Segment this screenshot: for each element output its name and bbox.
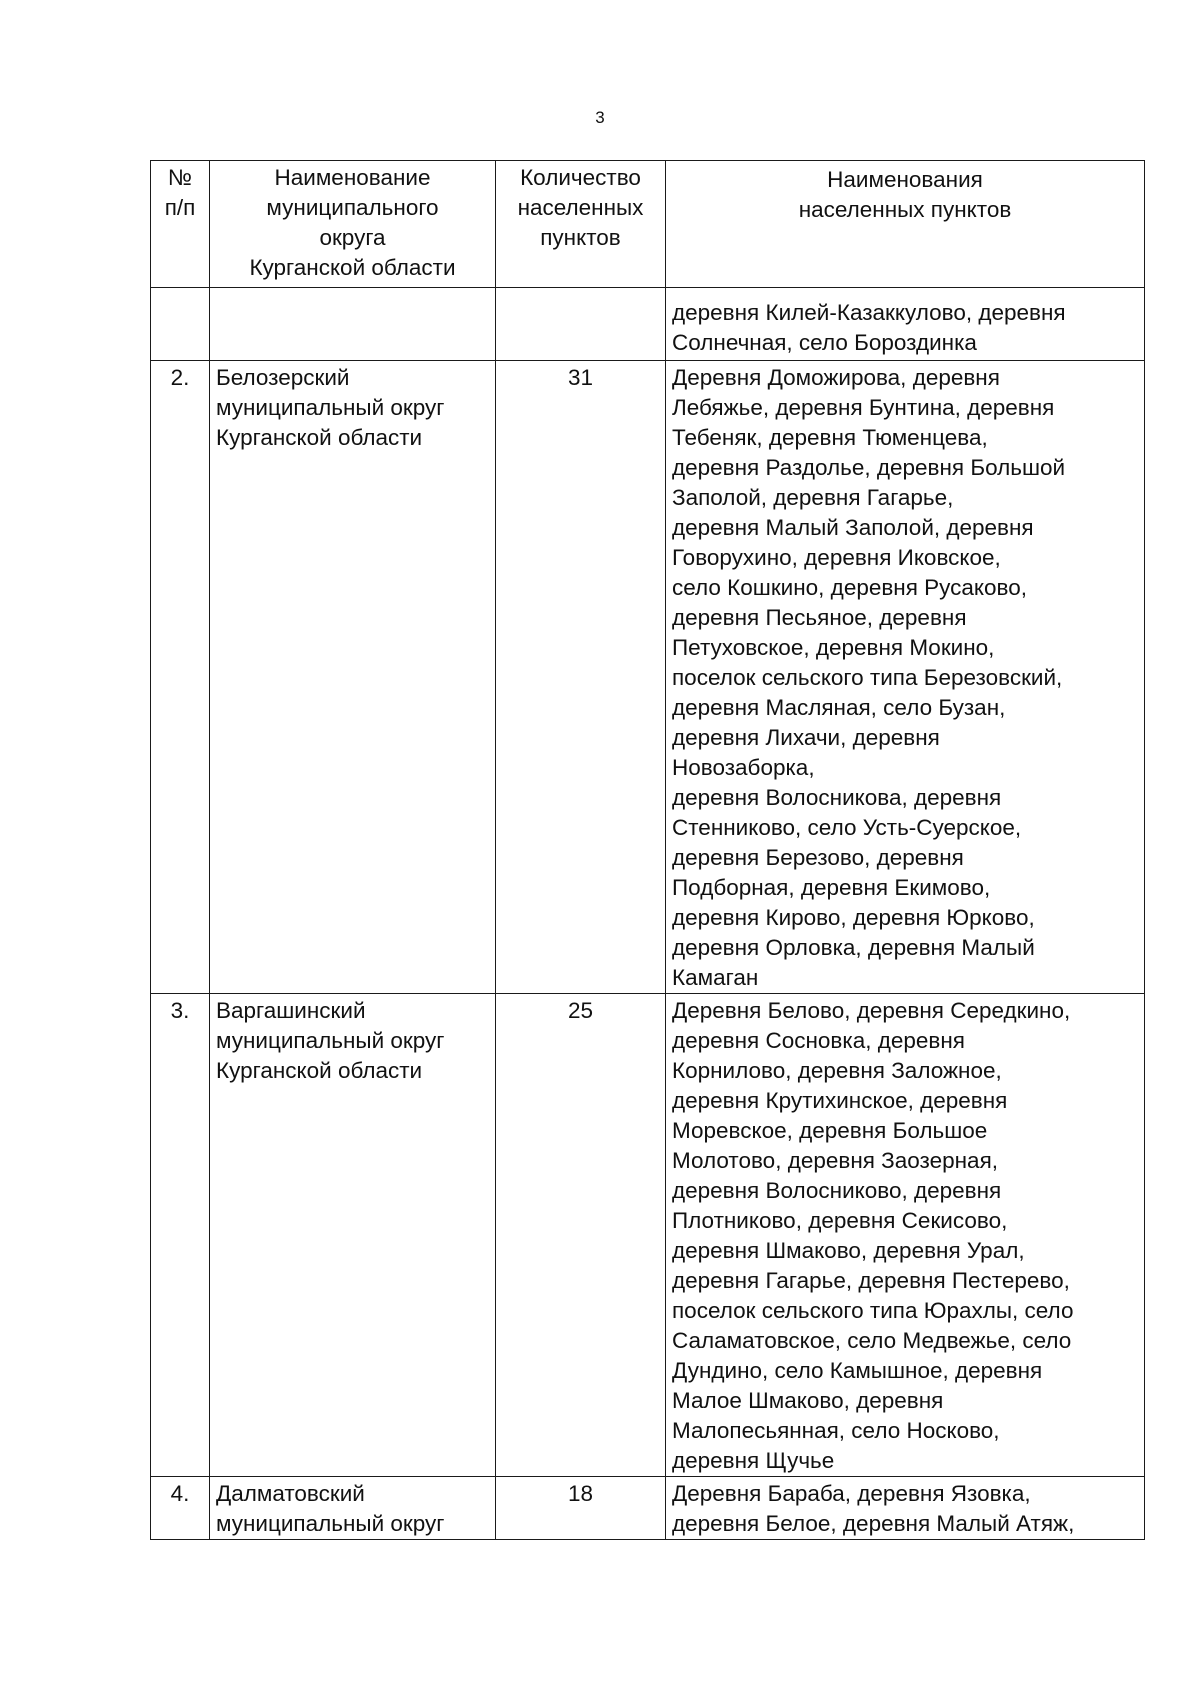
settlement-count [496, 288, 666, 361]
settlement-list-line: Камаган [672, 965, 759, 990]
row-number: 4. [151, 1477, 210, 1540]
row-number [151, 288, 210, 361]
settlement-list-line: Деревня Бараба, деревня Язовка, [672, 1481, 1031, 1506]
district-name [210, 994, 496, 1477]
settlement-count: 31 [496, 361, 666, 994]
settlement-list-line: деревня Кирово, деревня Юрково, [672, 905, 1035, 930]
header-line: п/п [164, 195, 196, 220]
table-row [151, 994, 1145, 1477]
settlement-list-line: деревня Шмаково, деревня Урал, [672, 1238, 1025, 1263]
table-row [151, 361, 1145, 994]
settlement-list-line: Малое Шмаково, деревня [672, 1388, 944, 1413]
district-name-line: муниципальный округ [216, 395, 445, 420]
header-settlement-names [666, 161, 1145, 288]
settlement-list-line: село Кошкино, деревня Русаково, [672, 575, 1028, 600]
district-name-line: Далматовский [216, 1481, 365, 1506]
settlement-list-line: деревня Крутихинское, деревня [672, 1088, 1008, 1113]
settlement-list [666, 1477, 1145, 1540]
table-row [151, 288, 1145, 361]
settlement-list-line: деревня Орловка, деревня Малый [672, 935, 1035, 960]
settlement-list-line: Деревня Доможирова, деревня [672, 365, 1000, 390]
settlement-list-line: Корнилово, деревня Заложное, [672, 1058, 1002, 1083]
header-line: Наименования [827, 167, 983, 192]
page-number: 3 [595, 108, 605, 127]
table-row [151, 1477, 1145, 1540]
settlement-list-line: деревня Березово, деревня [672, 845, 964, 870]
settlement-list-line: деревня Масляная, село Бузан, [672, 695, 1006, 720]
settlement-list-line: деревня Малый Заполой, деревня [672, 515, 1034, 540]
header-line: населенных [517, 195, 644, 220]
row-number: 3. [151, 994, 210, 1477]
settlement-list-line: Моревское, деревня Большое [672, 1118, 988, 1143]
header-line: населенных пунктов [798, 197, 1012, 222]
settlement-count: 18 [496, 1477, 666, 1540]
header-line: Курганской области [249, 255, 456, 280]
district-name-line: Курганской области [216, 1058, 423, 1083]
settlement-list-line: деревня Волосникова, деревня [672, 785, 1002, 810]
header-line: пунктов [540, 225, 621, 250]
header-line: округа [319, 225, 386, 250]
header-line: Наименование [274, 165, 431, 190]
settlement-list-line: Молотово, деревня Заозерная, [672, 1148, 999, 1173]
settlement-list-line: Солнечная, село Бороздинка [672, 330, 977, 355]
settlement-list [666, 288, 1145, 361]
header-settlement-count [496, 161, 666, 288]
settlement-list-line: Деревня Белово, деревня Середкино, [672, 998, 1071, 1023]
district-name [210, 1477, 496, 1540]
settlement-list-line: Малопесьянная, село Носково, [672, 1418, 1000, 1443]
settlement-list-line: Петуховское, деревня Мокино, [672, 635, 995, 660]
district-name-line: Курганской области [216, 425, 423, 450]
settlement-list [666, 994, 1145, 1477]
settlement-list-line: деревня Килей-Казаккулово, деревня [672, 300, 1066, 325]
header-district-name [210, 161, 496, 288]
district-name [210, 288, 496, 361]
settlement-list-line: Подборная, деревня Екимово, [672, 875, 991, 900]
settlement-list-line: деревня Сосновка, деревня [672, 1028, 965, 1053]
settlements-table [150, 160, 1145, 1540]
settlement-list-line: поселок сельского типа Юрахлы, село [672, 1298, 1074, 1323]
settlement-list-line: Заполой, деревня Гагарье, [672, 485, 954, 510]
table-header-row [151, 161, 1145, 288]
settlement-list-line: деревня Волосниково, деревня [672, 1178, 1002, 1203]
settlement-list-line: поселок сельского типа Березовский, [672, 665, 1063, 690]
district-name-line: муниципальный округ [216, 1028, 445, 1053]
header-line: № [167, 165, 193, 190]
settlement-list-line: деревня Раздолье, деревня Большой [672, 455, 1066, 480]
header-line: муниципального [266, 195, 439, 220]
settlement-list-line: Дундино, село Камышное, деревня [672, 1358, 1043, 1383]
settlement-list-line: Саламатовское, село Медвежье, село [672, 1328, 1072, 1353]
district-name [210, 361, 496, 994]
settlement-list-line: Говорухино, деревня Иковское, [672, 545, 1001, 570]
settlement-list-line: Тебеняк, деревня Тюменцева, [672, 425, 988, 450]
row-number: 2. [151, 361, 210, 994]
header-line: Количество [520, 165, 641, 190]
settlement-list-line: деревня Белое, деревня Малый Атяж, [672, 1511, 1075, 1536]
settlement-list [666, 361, 1145, 994]
settlement-list-line: Новозаборка, [672, 755, 815, 780]
settlement-list-line: деревня Песьяное, деревня [672, 605, 967, 630]
table-body [151, 288, 1145, 1540]
header-number [151, 161, 210, 288]
settlement-count: 25 [496, 994, 666, 1477]
settlement-list-line: Плотниково, деревня Секисово, [672, 1208, 1008, 1233]
settlement-list-line: деревня Гагарье, деревня Пестерево, [672, 1268, 1070, 1293]
settlement-list-line: Стенниково, село Усть-Суерское, [672, 815, 1022, 840]
district-name-line: муниципальный округ [216, 1511, 445, 1536]
settlement-list-line: деревня Лихачи, деревня [672, 725, 940, 750]
settlement-list-line: деревня Щучье [672, 1448, 835, 1473]
district-name-line: Варгашинский [216, 998, 366, 1023]
district-name-line: Белозерский [216, 365, 350, 390]
settlement-list-line: Лебяжье, деревня Бунтина, деревня [672, 395, 1055, 420]
